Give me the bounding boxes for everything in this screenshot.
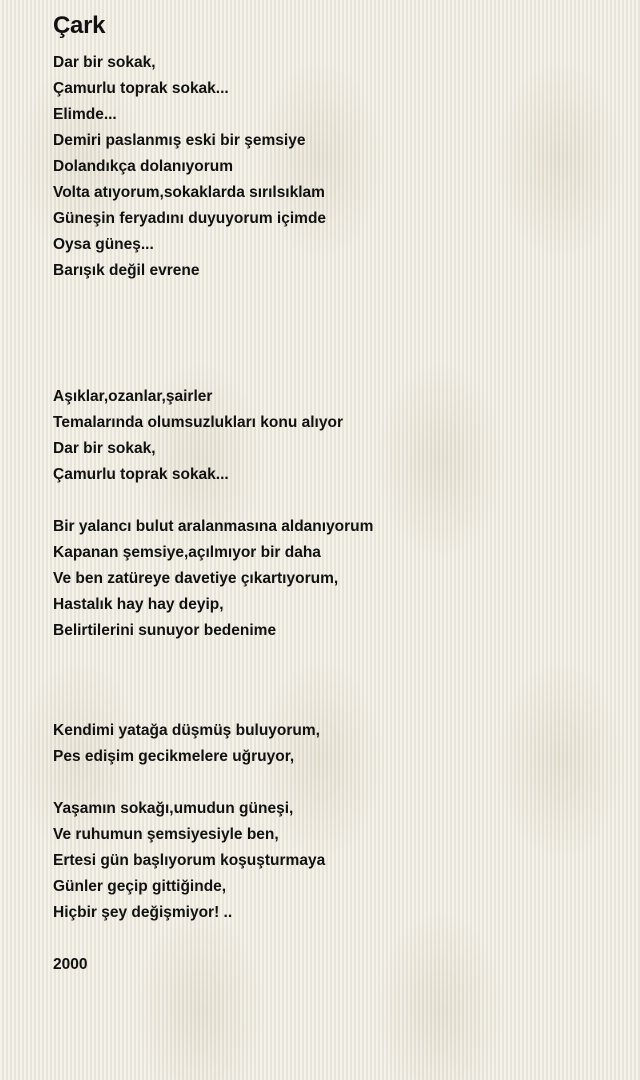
poem-line: Hiçbir şey değişmiyor! ..: [53, 904, 233, 921]
stanza-spacer: [53, 284, 613, 384]
poem-title: Çark: [53, 12, 106, 39]
stanza-2: [53, 384, 613, 488]
poem: [53, 10, 613, 978]
stanza-spacer: [53, 488, 613, 514]
poem-line: Temalarında olumsuzlukları konu alıyor: [53, 414, 343, 431]
stanza-spacer: [53, 926, 613, 952]
stanza-4: [53, 718, 613, 770]
poem-line: Kapanan şemsiye,açılmıyor bir daha: [53, 544, 321, 561]
stanza-spacer: [53, 644, 613, 718]
poem-line: Bir yalancı bulut aralanmasına aldanıyorum: [53, 518, 374, 535]
stanza-3: [53, 514, 613, 644]
poem-line: Barışık değil evrene: [53, 262, 200, 279]
poem-line: Ve ruhumun şemsiyesiyle ben,: [53, 826, 279, 843]
stanza-spacer: [53, 770, 613, 796]
poem-line: Dar bir sokak,: [53, 440, 156, 457]
poem-line: Belirtilerini sunuyor bedenime: [53, 622, 277, 639]
poem-line: Kendimi yatağa düşmüş buluyorum,: [53, 722, 320, 739]
poem-line: Oysa güneş...: [53, 236, 154, 253]
poem-line: Çamurlu toprak sokak...: [53, 80, 229, 97]
poem-line: Güneşin feryadını duyuyorum içimde: [53, 210, 327, 227]
poem-line: Ve ben zatüreye davetiye çıkartıyorum,: [53, 570, 339, 587]
poem-line: Dar bir sokak,: [53, 54, 156, 71]
stanza-1: [53, 50, 613, 284]
stanza-5: [53, 796, 613, 926]
poem-line: Demiri paslanmış eski bir şemsiye: [53, 132, 306, 149]
poem-line: Ertesi gün başlıyorum koşuşturmaya: [53, 852, 326, 869]
poem-year: 2000: [53, 956, 88, 973]
poem-line: Çamurlu toprak sokak...: [53, 466, 229, 483]
poem-line: Dolandıkça dolanıyorum: [53, 158, 234, 175]
poem-line: Volta atıyorum,sokaklarda sırılsıklam: [53, 184, 325, 201]
poem-line: Günler geçip gittiğinde,: [53, 878, 227, 895]
poem-line: Yaşamın sokağı,umudun güneşi,: [53, 800, 294, 817]
poem-line: Hastalık hay hay deyip,: [53, 596, 224, 613]
poem-line: Aşıklar,ozanlar,şairler: [53, 388, 213, 405]
poem-line: Pes edişim gecikmelere uğruyor,: [53, 748, 295, 765]
poem-line: Elimde...: [53, 106, 117, 123]
